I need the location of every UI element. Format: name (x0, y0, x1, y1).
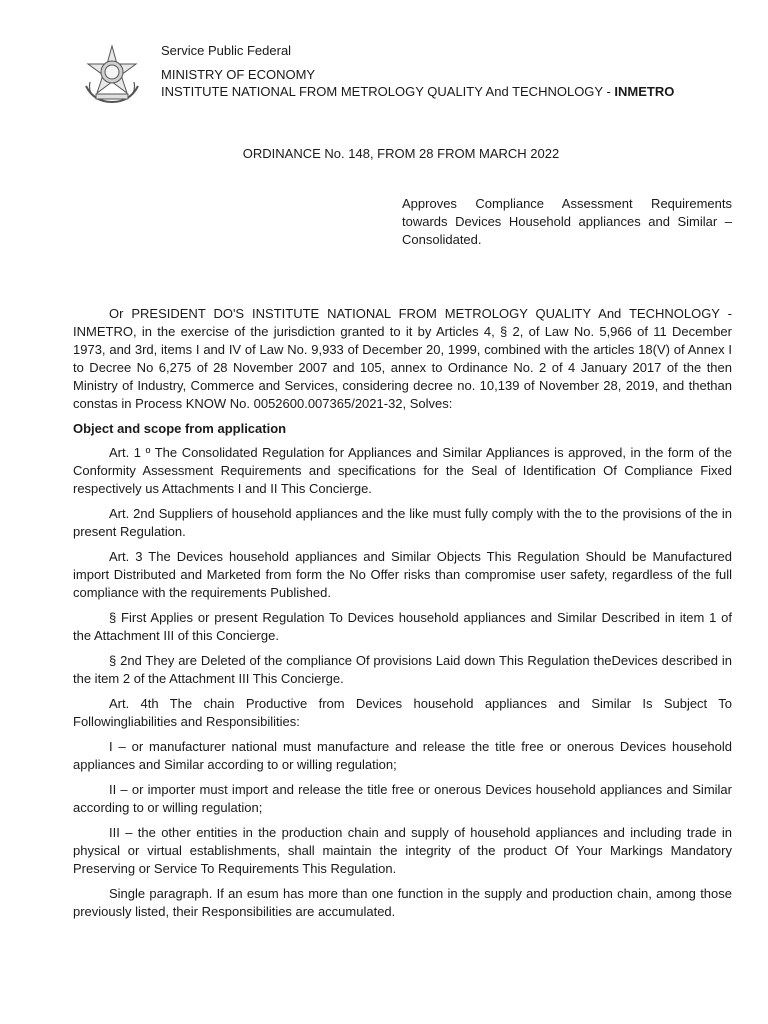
article-paragraph: Art. 1 º The Consolidated Regulation for Appliances and Similar Appliances is approved, in the form of the Conformity Assessment Requirements and specifications for the Seal of Identification Of Compliance Fixed respectively us Attachments I and II This Concierge. (73, 445, 732, 496)
institute-line (161, 83, 741, 100)
ordinance-body (73, 305, 732, 928)
article-paragraph: Art. 3 The Devices household appliances and Similar Objects This Regulation Should be Manufactured import Distributed and Marketed from form the No Offer risks than compromise user safety, regardless of the full compliance with the requirements Published. (73, 549, 732, 600)
article-paragraph: Single paragraph. If an esum has more than one function in the supply and production chain, among those previously listed, their Responsibilities are accumulated. (73, 886, 732, 919)
article-paragraph: Art. 4th The chain Productive from Devices household appliances and Similar Is Subject To Followingliabilities and Responsibilities: (73, 696, 732, 729)
ordinance-title: ORDINANCE No. 148, FROM 28 FROM MARCH 2022 (242, 146, 560, 161)
institution-header (161, 42, 741, 100)
section-heading: Object and scope from application (73, 421, 287, 436)
institute-name: INSTITUTE NATIONAL FROM METROLOGY QUALITY And TECHNOLOGY - (161, 84, 615, 99)
article-paragraph: § First Applies or present Regulation To Devices household appliances and Similar Described in item 1 of the Attachment III of this Concierge. (73, 610, 732, 643)
preamble: Or PRESIDENT DO'S INSTITUTE NATIONAL FROM METROLOGY QUALITY And TECHNOLOGY - INMETRO, in the exercise of the jurisdiction granted to it by Articles 4, § 2, of Law No. 5,966 of 11 December 1973, and 3rd, items I and IV of Law No. 9,933 of December 20, 1999, combined with the articles 18(V) of Annex I to Decree No 6,275 of 28 November 2007 and 105, annex to Ordinance No. 2 of 4 January 2017 of the then Ministry of Industry, Commerce and Services, considering decree no. 10,139 of November 28, 2019, and thethan constas in Process KNOW No. 0052600.007365/2021-32, Solves: (73, 306, 732, 411)
ministry-line: MINISTRY OF ECONOMY (161, 67, 316, 82)
article-paragraph: Art. 2nd Suppliers of household appliances and the like must fully comply with the to the provisions of the in present Regulation. (73, 506, 732, 539)
institute-acronym: INMETRO (614, 84, 675, 99)
article-paragraph: § 2nd They are Deleted of the compliance Of provisions Laid down This Regulation theDevices described in the item 2 of the Attachment III This Concierge. (73, 653, 732, 686)
article-paragraph: I – or manufacturer national must manufacture and release the title free or onerous Devices household appliances and Similar according to or willing regulation; (73, 739, 732, 772)
ordinance-summary: Approves Compliance Assessment Requirements towards Devices Household appliances and Similar – Consolidated. (402, 196, 732, 247)
agency-line: Service Public Federal (161, 43, 292, 58)
article-paragraph: II – or importer must import and release the title free or onerous Devices household appliances and Similar according to or willing regulation; (73, 782, 732, 815)
coat-of-arms-icon (80, 42, 144, 106)
article-paragraph: III – the other entities in the production chain and supply of household appliances and including trade in physical or virtual establishments, shall maintain the integrity of the product Of Your Markings Mandatory Preserving or Service To Requirements This Regulation. (73, 825, 732, 876)
